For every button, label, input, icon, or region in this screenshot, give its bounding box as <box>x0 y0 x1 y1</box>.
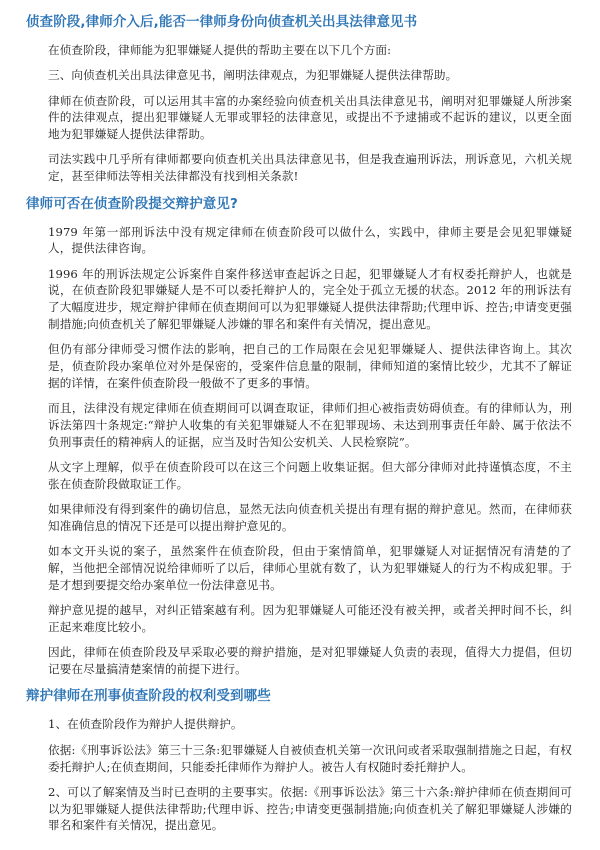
paragraph: 但仍有部分律师受习惯作法的影响，把自己的工作局限在会见犯罪嫌疑人、提供法律咨询上。其次是，侦查阶段办案单位对外是保密的，受案件信息量的限制，律师知道的案情比较少，尤其不了解证据的详情，在案件侦查阶段一般做不了更多的事情。 <box>48 342 572 390</box>
paragraph: 如本文开头说的案子，虽然案件在侦查阶段，但由于案情简单，犯罪嫌疑人对证据情况有清楚的了解，当他把全部情况说给律师听了以后，律师心里就有数了，认为犯罪嫌疑人的行为不构成犯罪。于是才想到要提交给办案单位一份法律意见书。 <box>48 544 572 592</box>
section-heading: 辩护律师在刑事侦查阶段的权利受到哪些 <box>26 688 271 705</box>
paragraph: 2、可以了解案情及当时已查明的主要事实。依据:《刑事诉讼法》第三十六条:辩护律师在侦查期间可以为犯罪嫌疑人提供法律帮助;代理申诉、控告;申请变更强制措施;向侦查机关了解犯罪嫌疑人涉嫌的罪名和案件有关情况，提出意见。 <box>48 784 572 833</box>
paragraph: 而且，法律没有规定律师在侦查期间可以调查取证，律师们担心被指责妨碍侦查。有的律师认为，刑诉法第四十条规定:“辩护人收集的有关犯罪嫌疑人不在犯罪现场、未达到刑事责任年龄、属于依法不负刑事责任的精神病人的证据，应当及时告知公安机关、人民检察院”。 <box>48 401 572 449</box>
section-lawyer-rights <box>26 686 572 834</box>
section-heading: 侦查阶段,律师介入后,能否一律师身份向侦查机关出具法律意见书 <box>26 14 418 30</box>
paragraph: 辩护意见提的越早，对纠正错案越有利。因为犯罪嫌疑人可能还没有被关押，或者关押时间不长，纠正起来难度比较小。 <box>48 603 572 635</box>
section-heading: 律师可否在侦查阶段提交辩护意见? <box>26 195 238 212</box>
paragraph: 三、向侦查机关出具法律意见书，阐明法律观点，为犯罪嫌疑人提供法律帮助。 <box>48 68 458 83</box>
paragraph: 如果律师没有得到案件的确切信息，显然无法向侦查机关提出有理有据的辩护意见。然而，在律师获知准确信息的情况下还是可以提出辩护意见的。 <box>48 502 572 534</box>
paragraph: 因此，律师在侦查阶段及早采取必要的辩护措施，是对犯罪嫌疑人负责的表现，值得大力提倡，但切记要在尽量搞清楚案情的前提下进行。 <box>48 645 572 677</box>
section-legal-opinion <box>26 12 572 185</box>
section-defense-opinion <box>26 194 572 678</box>
paragraph: 1、在侦查阶段作为辩护人提供辩护。 <box>48 717 243 732</box>
paragraph: 在侦查阶段，律师能为犯罪嫌疑人提供的帮助主要在以下几个方面: <box>48 43 392 57</box>
paragraph: 律师在侦查阶段，可以运用其丰富的办案经验向侦查机关出具法律意见书，阐明对犯罪嫌疑人所涉案件的法律观点，提出犯罪嫌疑人无罪或罪轻的法律意见，或提出不予逮捕或不起诉的建议，以更全面地为犯罪嫌疑人提供法律帮助。 <box>48 93 572 142</box>
paragraph: 1979 年第一部刑诉法中没有规定律师在侦查阶段可以做什么，实践中，律师主要是会见犯罪嫌疑人，提供法律咨询。 <box>48 224 572 256</box>
paragraph: 司法实践中几乎所有律师都要向侦查机关出具法律意见书，但是我查遍刑诉法，刑诉意见，六机关规定，甚至律师法等相关法律都没有找到相关条款! <box>48 152 572 184</box>
paragraph: 依据:《刑事诉讼法》第三十三条:犯罪嫌疑人自被侦查机关第一次讯问或者采取强制措施之日起，有权委托辩护人;在侦查期间，只能委托律师作为辩护人。被告人有权随时委托辩护人。 <box>48 742 572 774</box>
paragraph: 从文字上理解，似乎在侦查阶段可以在这三个问题上收集证据。但大部分律师对此持谨慎态度，不主张在侦查阶段做取证工作。 <box>48 460 572 491</box>
paragraph: 1996 年的刑诉法规定公诉案件自案件移送审查起诉之日起，犯罪嫌疑人才有权委托辩护人，也就是说，在侦查阶段犯罪嫌疑人是不可以委托辩护人的，完全处于孤立无援的状态。2012 年的刑诉法有了大幅度进步，规定辩护律师在侦查期间可以为犯罪嫌疑人提供法律帮助;代理申诉、控告;申请变更强制措施;向侦查机关了解犯罪嫌疑人涉嫌的罪名和案件有关情况，提出意见。 <box>48 266 572 332</box>
